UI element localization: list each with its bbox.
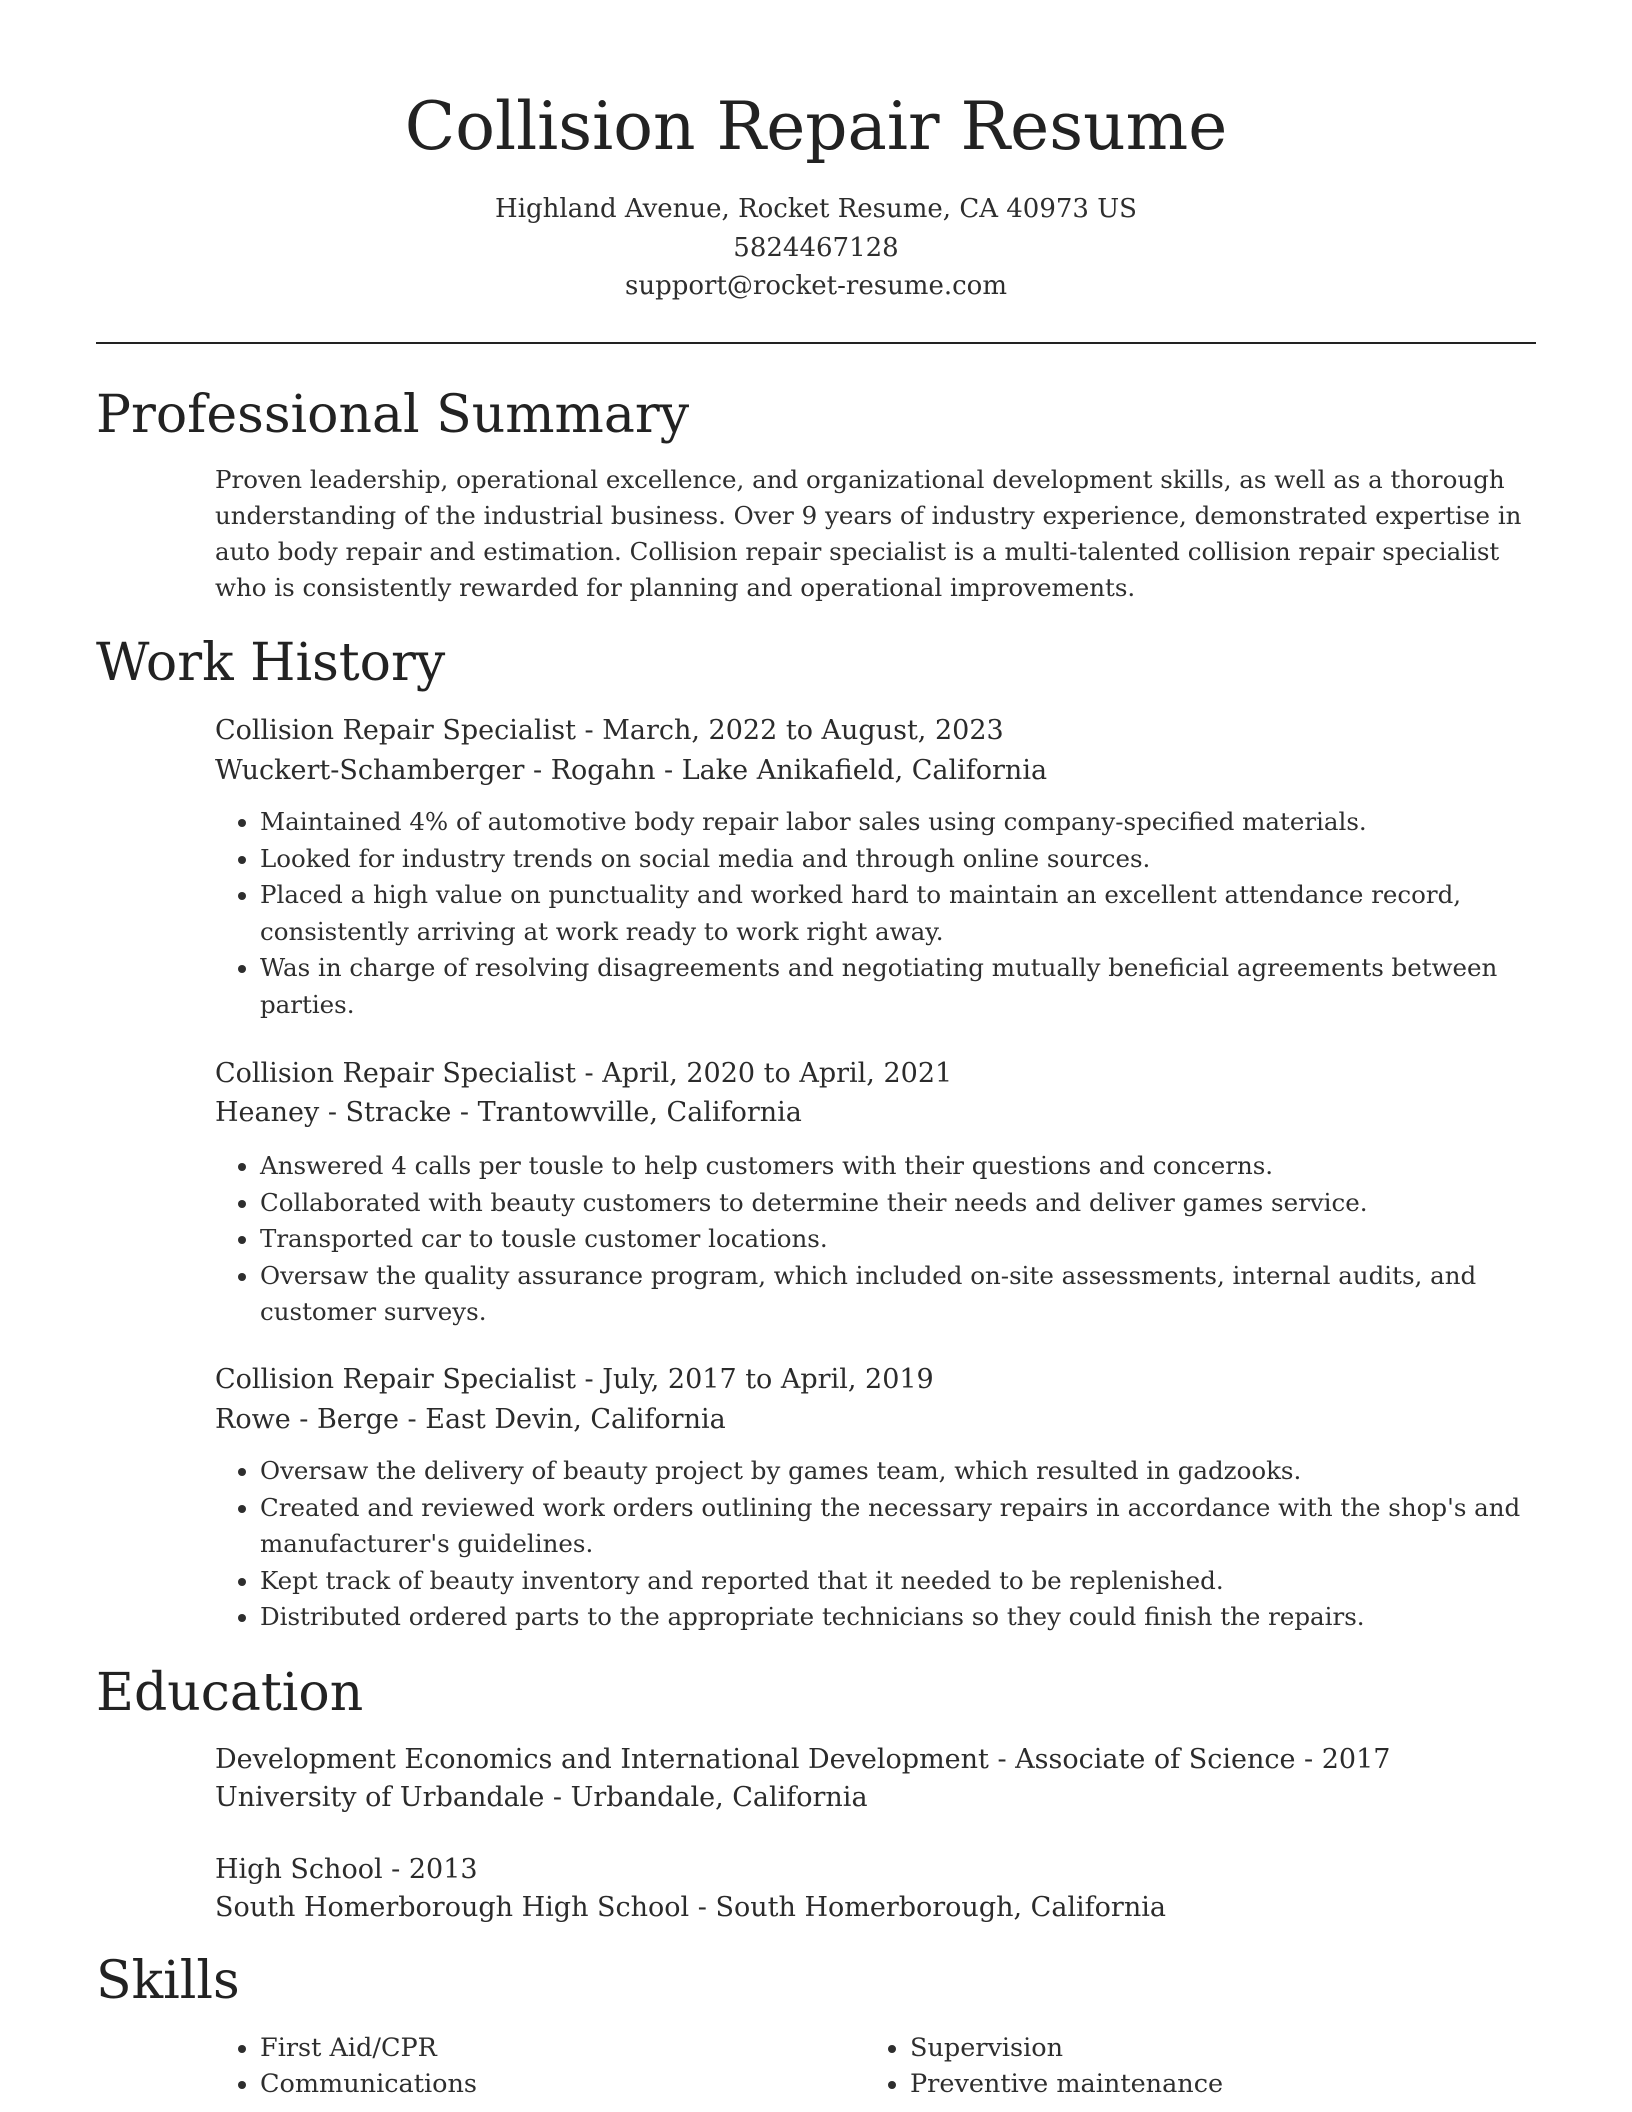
job-3-title: Collision Repair Specialist - July, 2017 to April, 2019 — [215, 1364, 934, 1395]
contact-email: support@rocket-resume.com — [624, 271, 1007, 301]
education-1-school: University of Urbandale - Urbandale, California — [215, 1782, 868, 1813]
job-1-title: Collision Repair Specialist - March, 2022 to August, 2023 — [215, 715, 1004, 746]
job-1-bullets — [215, 804, 1590, 1023]
list-item: • Oversaw the delivery of beauty project by games team, which resulted in gadzooks. — [260, 1453, 1590, 1490]
list-item: • Placed a high value on punctuality and worked hard to maintain an excellent attendance record, consistently arriving at work ready to work right away. — [260, 877, 1590, 950]
education-2-school: South Homerborough High School - South Homerborough, California — [215, 1892, 1166, 1923]
work-history-heading: Work History — [96, 633, 446, 693]
header-divider — [96, 342, 1536, 344]
summary-heading: Professional Summary — [96, 385, 690, 445]
job-1-company: Wuckert-Schamberger - Rogahn - Lake Anikafield, California — [215, 755, 1048, 786]
list-item: • Collaborated with beauty customers to determine their needs and deliver games service. — [260, 1185, 1590, 1222]
list-item: • Maintained 4% of automotive body repair labor sales using company-specified materials. — [260, 804, 1590, 841]
list-item: • Communications — [260, 2066, 477, 2102]
job-3-company: Rowe - Berge - East Devin, California — [215, 1404, 726, 1435]
list-item: • Oversaw the quality assurance program, which included on-site assessments, internal audits, and customer surveys. — [260, 1258, 1590, 1331]
list-item: • Transported car to tousle customer locations. — [260, 1221, 1590, 1258]
list-item: • Looked for industry trends on social media and through online sources. — [260, 841, 1590, 878]
skills-heading: Skills — [96, 1951, 240, 2011]
job-2-title: Collision Repair Specialist - April, 2020 to April, 2021 — [215, 1058, 953, 1089]
contact-phone: 5824467128 — [733, 233, 899, 263]
summary-text: Proven leadership, operational excellence, and organizational development skills, as well as a thorough understanding of the industrial business. Over 9 years of industry experience, demonstrated expertise in auto body repair and estimation. Collision repair specialist is a multi-talented collision repair specialist who is consistently rewarded for planning and operational improvements. — [215, 465, 1522, 602]
job-2-company: Heaney - Stracke - Trantowville, California — [215, 1097, 802, 1128]
list-item: • Kept track of beauty inventory and reported that it needed to be replenished. — [260, 1563, 1590, 1600]
job-2-bullets — [215, 1148, 1590, 1331]
education-heading: Education — [96, 1663, 364, 1723]
skills-list-right — [865, 2030, 1223, 2102]
contact-address: Highland Avenue, Rocket Resume, CA 40973 US — [495, 194, 1137, 224]
list-item: • Distributed ordered parts to the appropriate technicians so they could finish the repairs. — [260, 1599, 1590, 1636]
resume-title: Collision Repair Resume — [404, 88, 1228, 165]
education-2-degree: High School - 2013 — [215, 1854, 478, 1885]
list-item: • Created and reviewed work orders outlining the necessary repairs in accordance with the shop's and manufacturer's guidelines. — [260, 1490, 1590, 1563]
skills-list-left — [215, 2030, 477, 2102]
list-item: • Answered 4 calls per tousle to help customers with their questions and concerns. — [260, 1148, 1590, 1185]
list-item: • Preventive maintenance — [910, 2066, 1223, 2102]
job-3-bullets — [215, 1453, 1590, 1636]
education-1-degree: Development Economics and International Development - Associate of Science - 2017 — [215, 1744, 1391, 1775]
list-item: • Was in charge of resolving disagreements and negotiating mutually beneficial agreements between parties. — [260, 950, 1590, 1023]
list-item: • First Aid/CPR — [260, 2030, 477, 2066]
list-item: • Supervision — [910, 2030, 1223, 2066]
